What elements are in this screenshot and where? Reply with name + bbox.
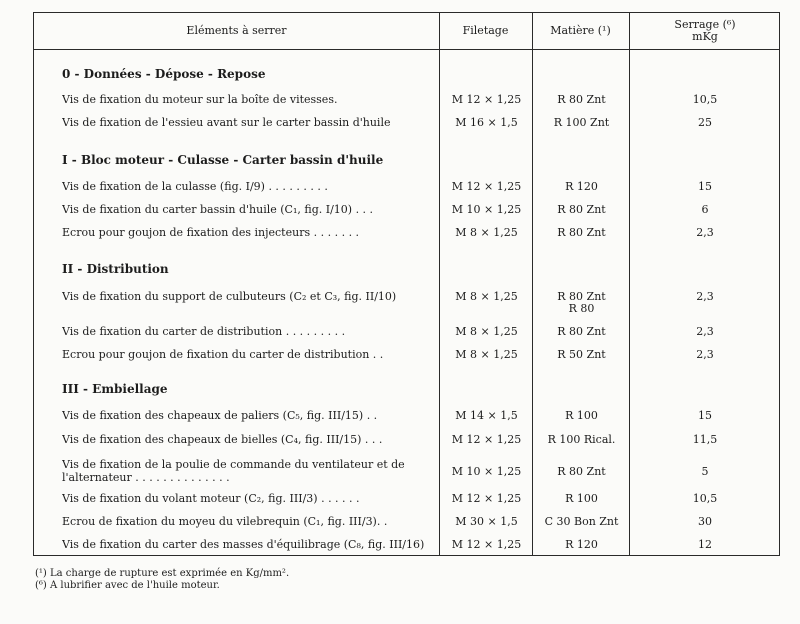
element-cell: Vis de fixation du volant moteur (C₂, fig. III/3) . . . . . . (62, 492, 360, 505)
element-cell: Vis de fixation du carter bassin d'huile (C₁, fig. I/10) . . . (62, 203, 374, 216)
thread-cell: M 8 × 1,25 (455, 348, 518, 361)
torque-cell: 6 (701, 203, 709, 216)
footnote: (⁶) A lubrifier avec de l'huile moteur. (35, 580, 220, 591)
header-torque-line1: Serrage (⁶) (674, 18, 736, 31)
thread-cell: M 12 × 1,25 (451, 492, 522, 505)
material-cell: R 100 Znt (553, 116, 610, 129)
header-torque (629, 13, 781, 49)
torque-cell: 5 (701, 465, 709, 478)
element-cell: Ecrou de fixation du moyeu du vilebrequin (C₁, fig. III/3). . (62, 515, 388, 528)
material-cell: R 80 Znt (557, 290, 606, 303)
thread-cell: M 16 × 1,5 (455, 116, 518, 129)
torque-cell: 2,3 (696, 226, 714, 239)
thread-cell: M 8 × 1,25 (455, 290, 518, 303)
section-title: I - Bloc moteur - Culasse - Carter bassin d'huile (62, 153, 384, 167)
torque-cell: 30 (698, 515, 712, 528)
material-cell: R 120 (565, 180, 598, 193)
torque-cell: 25 (698, 116, 712, 129)
element-cell: Vis de fixation du carter des masses d'équilibrage (C₈, fig. III/16) (62, 538, 425, 551)
element-cell: Vis de fixation des chapeaux de bielles (C₄, fig. III/15) . . . (62, 433, 383, 446)
torque-cell: 12 (698, 538, 712, 551)
section-title: 0 - Données - Dépose - Repose (62, 67, 266, 81)
thread-cell: M 8 × 1,25 (455, 226, 518, 239)
thread-cell: M 12 × 1,25 (451, 93, 522, 106)
material-cell: R 80 Znt (557, 325, 606, 338)
header-thread: Filetage (462, 24, 509, 37)
torque-table (33, 12, 780, 556)
thread-cell: M 12 × 1,25 (451, 180, 522, 193)
torque-cell: 2,3 (696, 348, 714, 361)
torque-cell: 10,5 (692, 492, 718, 505)
thread-cell: M 12 × 1,25 (451, 538, 522, 551)
thread-cell: M 30 × 1,5 (455, 515, 518, 528)
torque-cell: 10,5 (692, 93, 718, 106)
material-cell-secondary: R 80 (568, 302, 595, 315)
header-torque-line2: mKg (692, 30, 718, 43)
thread-cell: M 14 × 1,5 (455, 409, 518, 422)
material-cell: R 80 Znt (557, 226, 606, 239)
material-cell: R 120 (565, 538, 598, 551)
section-title: III - Embiellage (62, 382, 168, 396)
torque-cell: 15 (698, 409, 712, 422)
footnote: (¹) La charge de rupture est exprimée en Kg/mm². (35, 568, 290, 579)
element-cell: Vis de fixation de la culasse (fig. I/9) . . . . . . . . . (62, 180, 328, 193)
material-cell: R 100 Rical. (547, 433, 616, 446)
footnotes (35, 568, 289, 592)
material-cell: R 100 (565, 492, 598, 505)
section-title: II - Distribution (62, 262, 169, 276)
header-divider (34, 49, 779, 50)
element-cell: Vis de fixation du carter de distribution . . . . . . . . . (62, 325, 346, 338)
material-cell: C 30 Bon Znt (544, 515, 619, 528)
material-cell: R 80 Znt (557, 203, 606, 216)
element-cell: Vis de fixation du support de culbuteurs (C₂ et C₃, fig. II/10) (62, 290, 397, 303)
element-cell: Vis de fixation du moteur sur la boîte de vitesses. (62, 93, 338, 106)
material-cell: R 50 Znt (557, 348, 606, 361)
header-material: Matière (¹) (550, 24, 611, 37)
torque-cell: 11,5 (692, 433, 718, 446)
element-cell: Vis de fixation de l'essieu avant sur le carter bassin d'huile (62, 116, 391, 129)
thread-cell: M 8 × 1,25 (455, 325, 518, 338)
element-cell: Ecrou pour goujon de fixation des injecteurs . . . . . . . (62, 226, 360, 239)
header-elements: Eléments à serrer (186, 24, 287, 37)
thread-cell: M 12 × 1,25 (451, 433, 522, 446)
material-cell: R 100 (565, 409, 598, 422)
torque-cell: 2,3 (696, 290, 714, 303)
torque-cell: 15 (698, 180, 712, 193)
element-cell: Vis de fixation de la poulie de commande du ventilateur et de l'alternateur . . . . . . . . . . . . . . (62, 458, 405, 484)
material-cell: R 80 Znt (557, 465, 606, 478)
material-cell: R 80 Znt (557, 93, 606, 106)
element-cell: Ecrou pour goujon de fixation du carter de distribution . . (62, 348, 384, 361)
torque-cell: 2,3 (696, 325, 714, 338)
thread-cell: M 10 × 1,25 (451, 465, 522, 478)
thread-cell: M 10 × 1,25 (451, 203, 522, 216)
element-cell: Vis de fixation des chapeaux de paliers (C₅, fig. III/15) . . (62, 409, 378, 422)
